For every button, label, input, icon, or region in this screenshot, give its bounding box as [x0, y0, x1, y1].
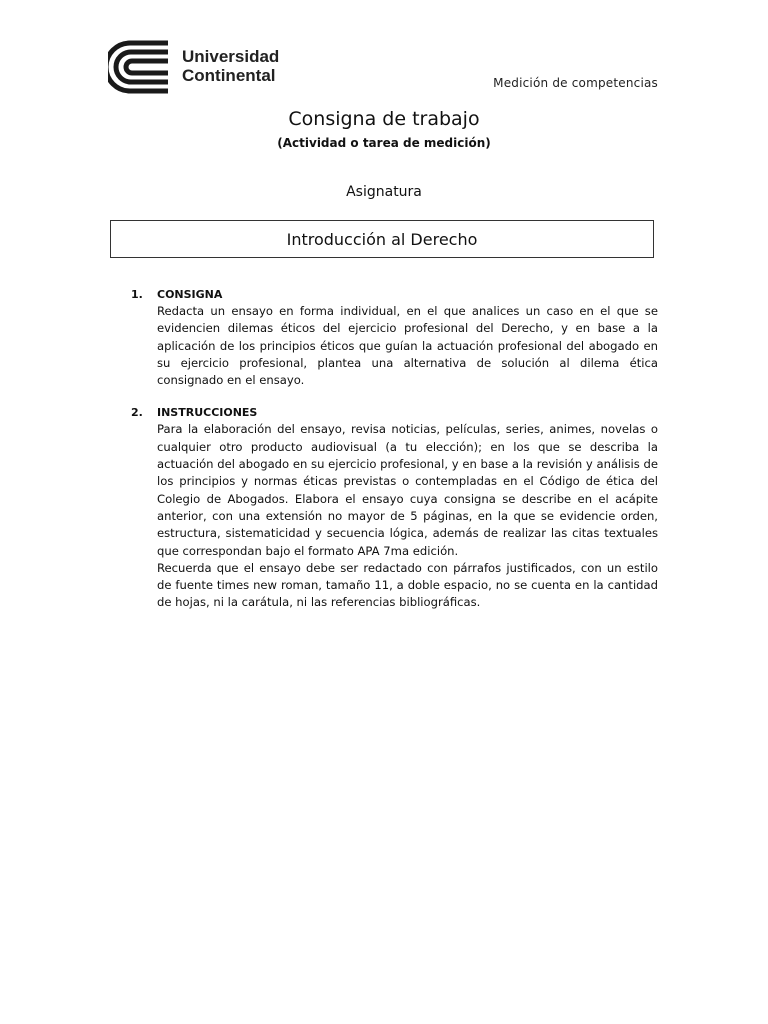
document-title: Consigna de trabajo	[288, 108, 480, 130]
item-number: 2.	[131, 406, 143, 420]
document-subtitle: (Actividad o tarea de medición)	[277, 136, 491, 150]
document-content	[0, 286, 768, 627]
subject-box	[110, 220, 654, 258]
subject-label: Asignatura	[346, 184, 422, 200]
item-heading: INSTRUCCIONES	[157, 406, 258, 420]
university-logo	[108, 40, 288, 94]
list-item-instrucciones	[0, 404, 768, 611]
item-paragraph: Redacta un ensayo en forma individual, en el que analices un caso en el que se evidencien dilemas éticos del ejercicio profesional del Derecho, y en base a la aplicación de los principios éticos que guían la actuación profesional del abogado en su ejercicio profesional, plantea una alternativa de solución al dilema ética consignado en el ensayo.	[157, 304, 658, 388]
logo-line-2: Continental	[182, 66, 276, 85]
item-paragraph: Para la elaboración del ensayo, revisa noticias, películas, series, animes, novelas o cualquier otro producto audiovisual (a tu elección); en los que se describa la actuación del abogado en su ejercicio profesional, y en base a la revisión y análisis de los principios y normas éticas previstas o contempladas en el Código de ética del Colegio de Abogados. Elabora el ensayo cuya consigna se describe en el acápite anterior, con una extensión no mayor de 5 páginas, en la que se evidencie orden, estructura, sistematicidad y secuencia lógica, además de realizar las citas textuales que correspondan bajo el formato APA 7ma edición.	[157, 422, 658, 558]
item-heading: CONSIGNA	[157, 288, 223, 301]
item-number: 1.	[131, 288, 143, 301]
item-body	[157, 404, 658, 611]
logo-text	[182, 47, 279, 85]
list-item-consigna	[0, 286, 768, 389]
item-paragraph: Recuerda que el ensayo debe ser redactado con párrafos justificados, con un estilo de fuente times new roman, tamaño 11, a doble espacio, no se cuenta en la cantidad de hojas, ni la carátula, ni las referencias bibliográficas.	[157, 560, 658, 610]
section-label: Medición de competencias	[493, 76, 658, 90]
logo-line-1: Universidad	[182, 47, 280, 66]
university-logo-icon	[108, 40, 174, 94]
item-body	[157, 286, 658, 389]
subject-name: Introducción al Derecho	[286, 229, 478, 249]
